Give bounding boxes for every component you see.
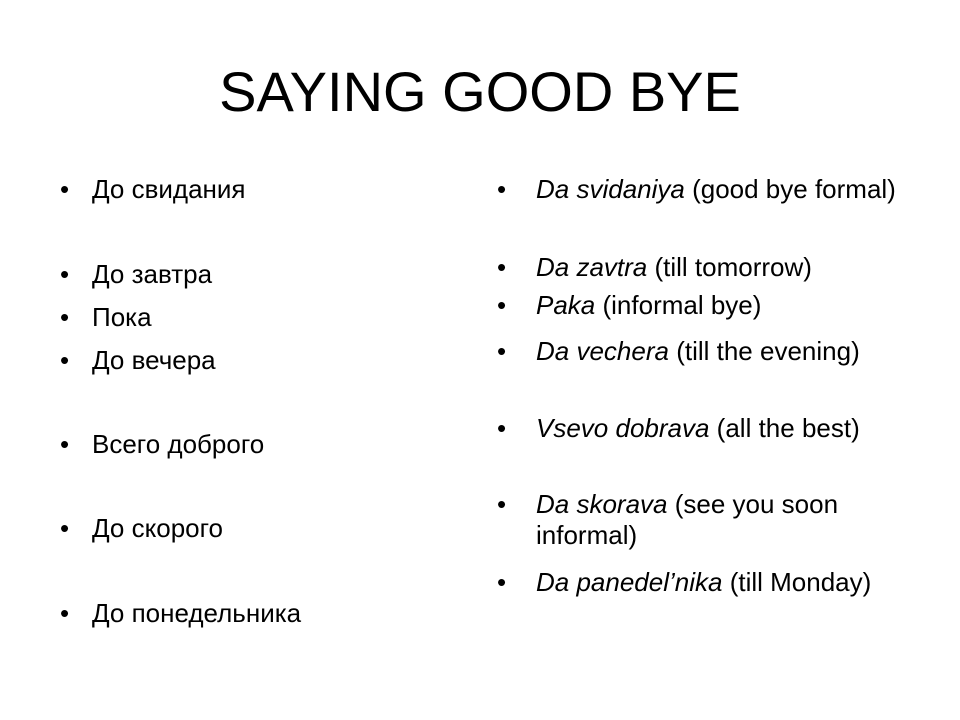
list-item [497,174,897,205]
translation-gloss: (all the best) [709,413,860,443]
list-item [497,290,897,321]
list-item [60,513,223,544]
russian-phrase: До свидания [92,174,246,204]
translation-gloss: (till the evening) [668,336,860,366]
russian-phrase: До понедельника [92,598,302,628]
transliteration-entry [536,290,897,321]
bullet-icon: • [497,413,507,443]
translation-gloss: (till tomorrow) [647,252,812,282]
list-item [60,174,246,205]
transliteration-term: Da panedel’nika [536,567,723,597]
list-item [60,259,212,290]
transliteration-term: Da zavtra [536,252,648,282]
bullet-icon: • [60,513,70,543]
translation-gloss: (till Monday) [722,567,872,597]
russian-phrase: Всего доброго [92,429,265,459]
transliteration-entry [536,252,897,283]
russian-phrase: До скорого [92,513,224,543]
list-item [497,567,897,598]
transliteration-entry [536,567,897,598]
list-item [497,413,897,444]
transliteration-term: Da vechera [536,336,669,366]
bullet-icon: • [60,302,70,332]
list-item [60,345,216,376]
russian-phrase: Пока [92,302,152,332]
bullet-icon: • [497,336,507,366]
russian-phrase: До вечера [92,345,216,375]
bullet-icon: • [60,345,70,375]
transliteration-entry [536,489,897,551]
bullet-icon: • [497,174,507,204]
bullet-icon: • [497,290,507,320]
list-item [497,489,897,551]
transliteration-entry [536,174,897,205]
slide-title: SAYING GOOD BYE [219,60,741,123]
list-item [60,598,301,629]
list-item [497,336,897,367]
russian-phrase: До завтра [92,259,213,289]
transliteration-entry [536,336,897,367]
list-item [497,252,897,283]
bullet-icon: • [60,598,70,628]
transliteration-term: Da svidaniya [536,174,685,204]
bullet-icon: • [60,259,70,289]
transliteration-term: Da skorava [536,489,668,519]
bullet-icon: • [497,567,507,597]
translation-gloss: (informal bye) [595,290,762,320]
list-item [60,429,264,460]
bullet-icon: • [497,252,507,282]
bullet-icon: • [60,429,70,459]
bullet-icon: • [497,489,507,519]
transliteration-term: Vsevo dobrava [536,413,710,443]
translation-gloss: (see you soon informal) [536,489,839,550]
list-item [60,302,152,333]
translation-gloss: (good bye formal) [684,174,896,204]
transliteration-term: Paka [536,290,596,320]
transliteration-entry [536,413,897,444]
bullet-icon: • [60,174,70,204]
